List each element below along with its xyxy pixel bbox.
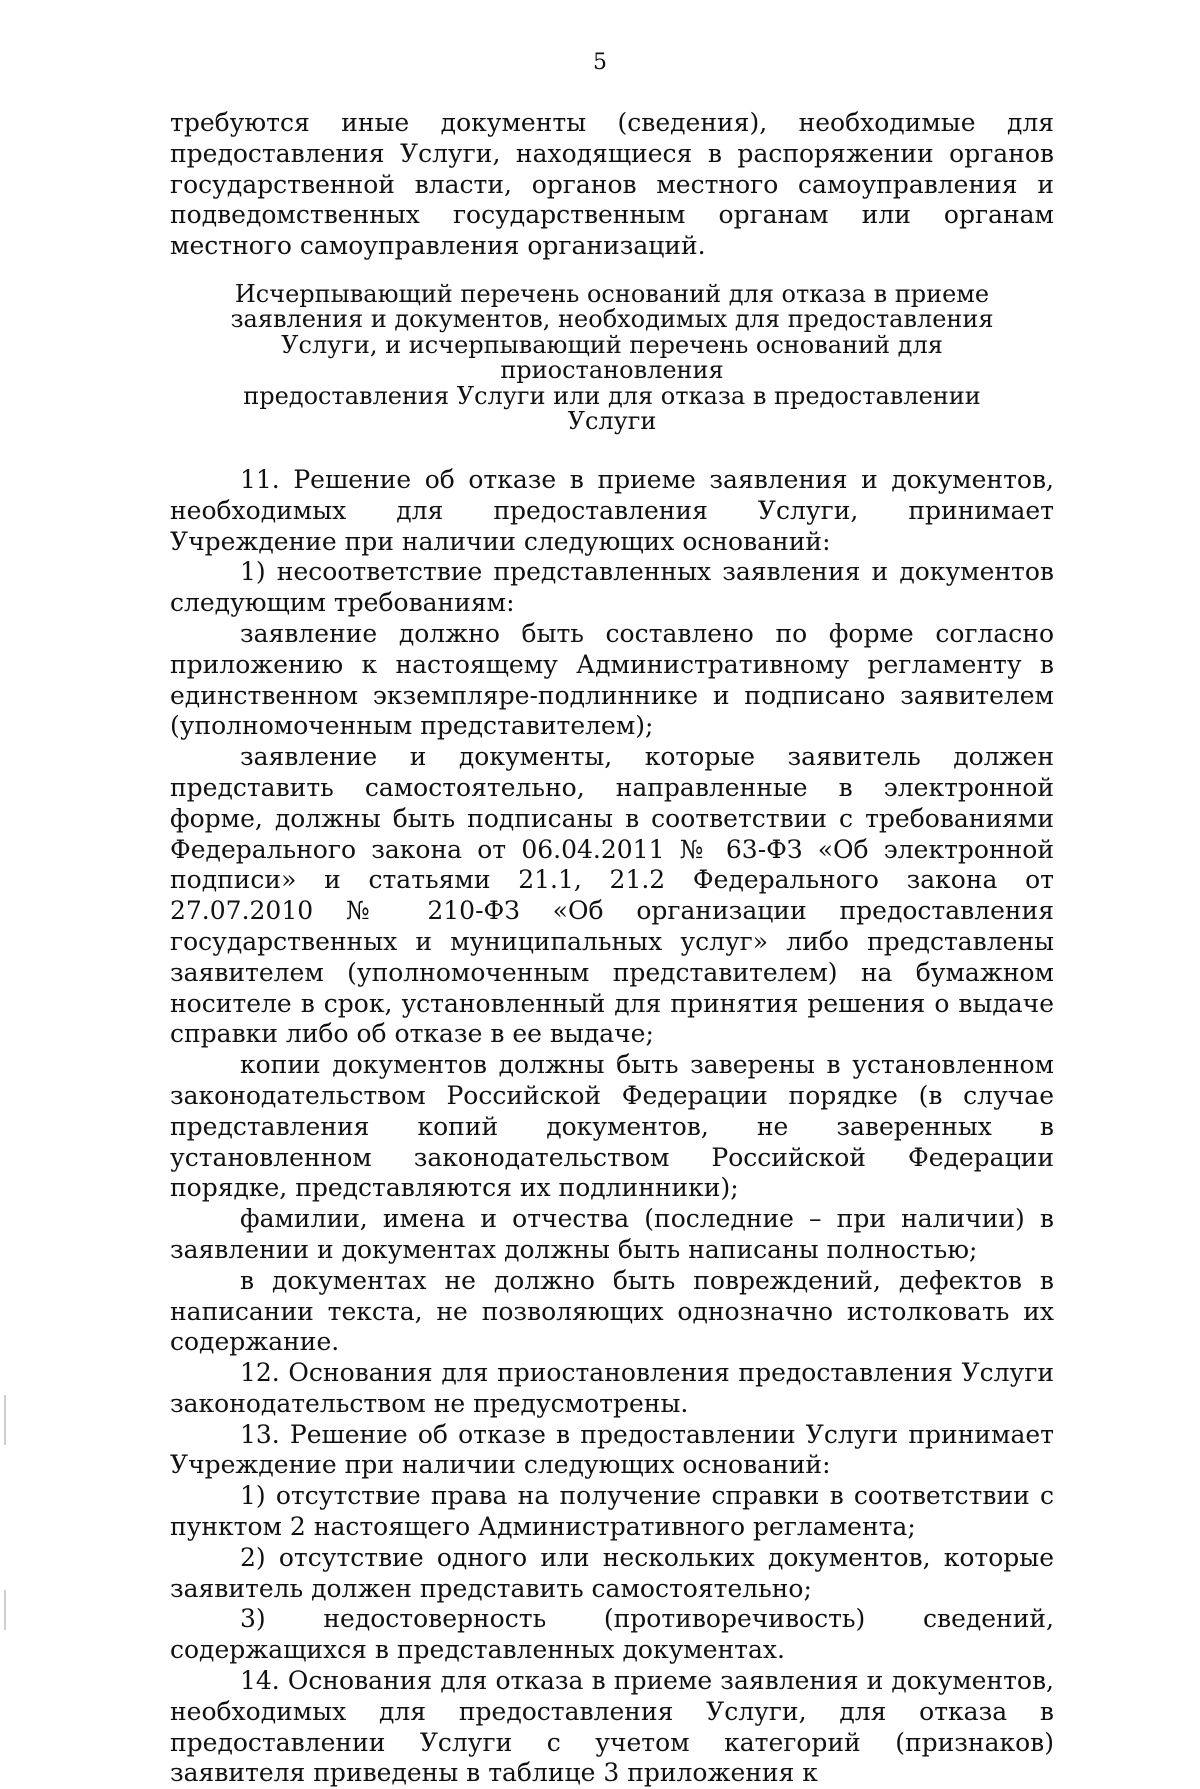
requirement-form: заявление должно быть составлено по форме согласно приложению к настоящему Административному регламенту в единственном экземпляре-подлиннике и подписано заявителем (уполномоченным представителем);	[170, 618, 1054, 741]
paragraph-12: 12. Основания для приостановления предоставления Услуги законодательством не предусмотрены.	[170, 1358, 1054, 1418]
paragraph-13-item-3: 3) недостоверность (противоречивость) сведений, содержащихся в представленных документах.	[170, 1604, 1054, 1665]
section-heading-line: заявления и документов, необходимых для предоставления Услуги, и исчерпывающий перечень оснований для приостановления	[230, 305, 994, 385]
requirement-certified-copies: копии документов должны быть заверены в установленном законодательством Российской Федерации порядке (в случае представления копий документов, не заверенных в установленном законодательством Российской Федерации порядке, представляются их подлинники);	[170, 1050, 1054, 1203]
requirement-full-names: фамилии, имена и отчества (последние – при наличии) в заявлении и документах должны быть написаны полностью;	[170, 1204, 1054, 1264]
section-heading-line: предоставления Услуги или для отказа в предоставлении Услуги	[243, 381, 981, 436]
scan-edge-mark	[4, 1395, 6, 1445]
paragraph-11-item-1: 1) несоответствие представленных заявления и документов следующим требованиям:	[170, 557, 1054, 618]
section-heading	[170, 279, 1054, 436]
intro-paragraph: требуются иные документы (сведения), необходимые для предоставления Услуги, находящиеся в распоряжении органов государственной власти, органов местного самоуправления и подведомственных государственным органам или органам местного самоуправления организаций.	[170, 108, 1054, 261]
page-number: 5	[593, 50, 607, 75]
paragraph-13: 13. Решение об отказе в предоставлении Услуги принимает Учреждение при наличии следующих оснований:	[170, 1419, 1054, 1480]
section-heading-line: Исчерпывающий перечень оснований для отказа в приеме	[234, 279, 990, 308]
paragraph-13-item-2: 2) отсутствие одного или нескольких документов, которые заявитель должен представить самостоятельно;	[170, 1542, 1054, 1603]
scan-edge-mark	[4, 1590, 6, 1630]
paragraph-13-item-1: 1) отсутствие права на получение справки в соответствии с пунктом 2 настоящего Административного регламента;	[170, 1481, 1054, 1542]
requirement-no-damage: в документах не должно быть повреждений, дефектов в написании текста, не позволяющих однозначно истолковать их содержание.	[170, 1265, 1054, 1357]
document-body	[170, 108, 1054, 1789]
paragraph-11: 11. Решение об отказе в приеме заявления и документов, необходимых для предоставления Услуги, принимает Учреждение при наличии следующих оснований:	[170, 464, 1054, 556]
paragraph-14: 14. Основания для отказа в приеме заявления и документов, необходимых для предоставления Услуги, для отказа в предоставлении Услуги с учетом категорий (признаков) заявителя приведены в таблице 3 приложения к	[170, 1666, 1054, 1788]
requirement-electronic-signature: заявление и документы, которые заявитель должен представить самостоятельно, направленные в электронной форме, должны быть подписаны в соответствии с требованиями Федерального закона от 06.04.2011 № 63-ФЗ «Об электронной подписи» и статьями 21.1, 21.2 Федерального закона от 27.07.2010 № 210-ФЗ «Об организации предоставления государственных и муниципальных услуг» либо представлены заявителем (уполномоченным представителем) на бумажном носителе в срок, установленный для принятия решения о выдаче справки либо об отказе в ее выдаче;	[170, 742, 1054, 1049]
